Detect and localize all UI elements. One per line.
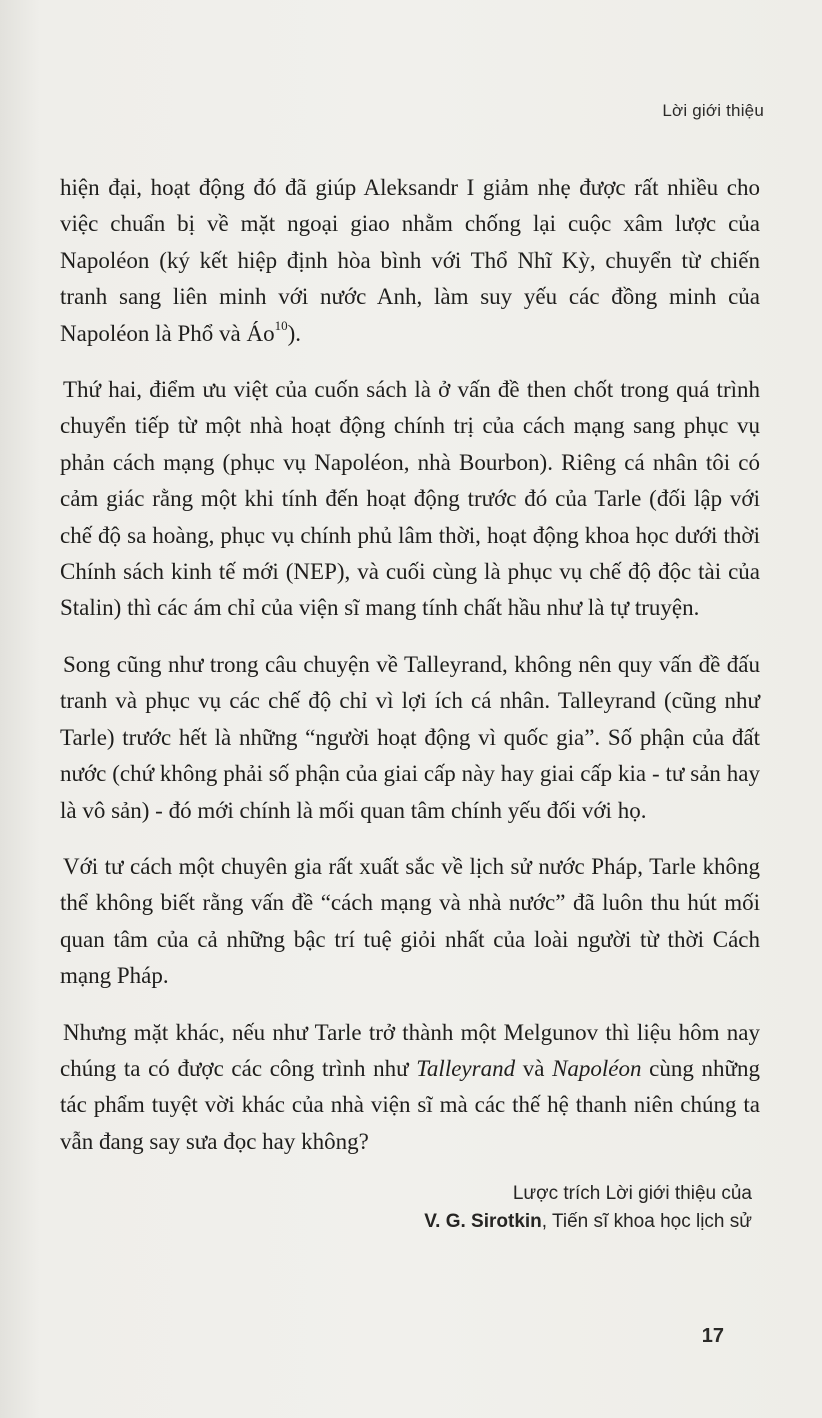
paragraph-5-part-a: Nhưng mặt khác, nếu như Tarle trở thành một Melgunov thì liệu hôm nay chúng ta có được các công trình như	[60, 1019, 760, 1081]
author-title: , Tiến sĩ khoa học lịch sử	[541, 1211, 752, 1232]
paragraph-1-text: hiện đại, hoạt động đó đã giúp Aleksandr I giảm nhẹ được rất nhiều cho việc chuẩn bị về mặt ngoại giao nhằm chống lại cuộc xâm lược của Napoléon (ký kết hiệp định hòa bình với Thổ Nhĩ Kỳ, chuyển từ chiến tranh sang liên minh với nước Anh, làm suy yếu các đồng minh của Napoléon là Phổ và Áo	[60, 175, 760, 346]
paragraph-4: Với tư cách một chuyên gia rất xuất sắc về lịch sử nước Pháp, Tarle không thể không biết rằng vấn đề “cách mạng và nhà nước” đã luôn thu hút mối quan tâm của cả những bậc trí tuệ giỏi nhất của loài người từ thời Cách mạng Pháp.	[60, 853, 760, 989]
page-number: 17	[701, 1325, 724, 1347]
book-title-talleyrand: Talleyrand	[416, 1055, 516, 1081]
paragraph-5-part-c: cùng những tác phẩm tuyệt vời khác của nhà viện sĩ mà các thế hệ thanh niên chúng ta vẫn đang say sưa đọc hay không?	[60, 1055, 760, 1154]
running-header: Lời giới thiệu	[662, 101, 764, 120]
paragraph-5	[60, 1015, 760, 1161]
author-name: V. G. Sirotkin	[424, 1211, 542, 1232]
paragraph-2: Thứ hai, điểm ưu việt của cuốn sách là ở vấn đề then chốt trong quá trình chuyển tiếp từ một nhà hoạt động chính trị của cách mạng sang phục vụ phản cách mạng (phục vụ Napoléon, nhà Bourbon). Riêng cá nhân tôi có cảm giác rằng một khi tính đến hoạt động trước đó của Tarle (đối lập với chế độ sa hoàng, phục vụ chính phủ lâm thời, hoạt động khoa học dưới thời Chính sách kinh tế mới (NEP), và cuối cùng là phục vụ chế độ độc tài của Stalin) thì các ám chỉ của viện sĩ mang tính chất hầu như là tự truyện.	[60, 377, 760, 621]
book-title-napoleon: Napoléon	[552, 1055, 642, 1081]
signature-line-2	[424, 1208, 752, 1236]
paragraph-1	[60, 170, 760, 352]
paragraph-3: Song cũng như trong câu chuyện về Talleyrand, không nên quy vấn đề đấu tranh và phục vụ các chế độ chỉ vì lợi ích cá nhân. Talleyrand (cũng như Tarle) trước hết là những “người hoạt động vì quốc gia”. Số phận của đất nước (chứ không phải số phận của giai cấp này hay giai cấp kia - tư sản hay là vô sản) - đó mới chính là mối quan tâm chính yếu đối với họ.	[60, 651, 760, 823]
paragraph-1-end: ).	[287, 320, 302, 346]
paragraph-5-part-b: và	[515, 1055, 553, 1081]
signature-line-1: Lược trích Lời giới thiệu của	[512, 1183, 752, 1204]
footnote-marker: 10	[274, 317, 288, 333]
signature-block	[424, 1180, 752, 1236]
body-text	[60, 170, 760, 1180]
